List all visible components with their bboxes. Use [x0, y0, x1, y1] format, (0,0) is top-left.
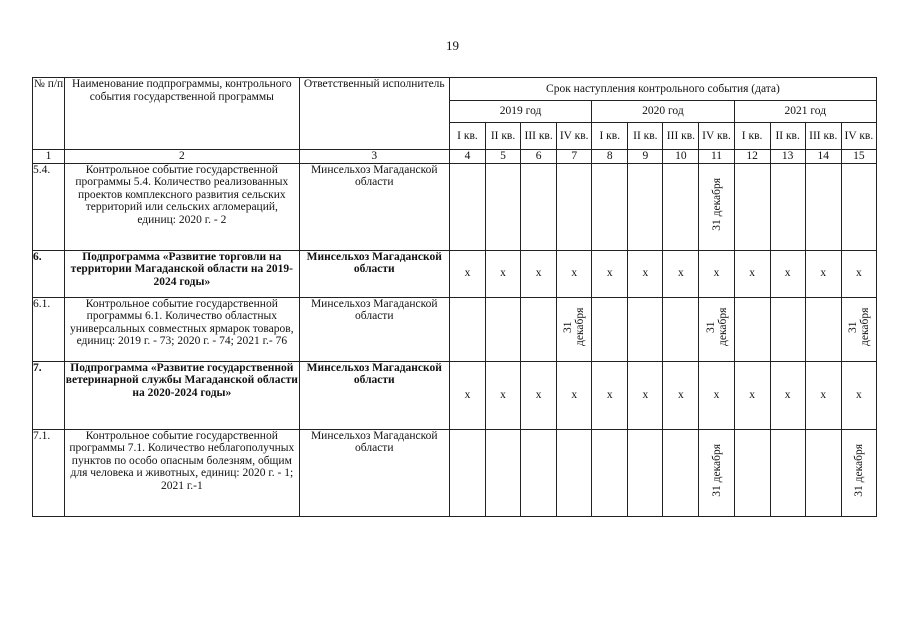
quarter-cell — [663, 297, 699, 361]
header-num: № п/п — [33, 78, 65, 150]
row-number: 6.1. — [33, 297, 65, 361]
row-name: Подпрограмма «Развитие торговли на территории Магаданской области на 2019-2024 годы» — [65, 250, 300, 297]
quarter-cell — [592, 297, 628, 361]
quarter-cell: х — [557, 361, 592, 429]
quarter-cell: х — [628, 250, 663, 297]
quarter-cell — [734, 163, 770, 250]
table-row — [33, 250, 877, 297]
quarter-cell: х — [449, 250, 485, 297]
quarter-cell: х — [592, 250, 628, 297]
header-quarter: I кв. — [592, 123, 628, 150]
quarter-cell — [699, 163, 734, 250]
column-index: 2 — [65, 150, 300, 164]
column-index: 10 — [663, 150, 699, 164]
column-index: 8 — [592, 150, 628, 164]
quarter-cell: х — [486, 361, 521, 429]
header-quarter: IV кв. — [557, 123, 592, 150]
column-index: 5 — [486, 150, 521, 164]
table-row — [33, 163, 877, 250]
header-quarter: III кв. — [805, 123, 841, 150]
quarter-cell: х — [805, 250, 841, 297]
column-index: 15 — [841, 150, 876, 164]
row-name: Контрольное событие государственной программы 5.4. Количество реализованных проектов комплексного развития сельских территорий или сельских агломераций, единиц: 2020 г. - 2 — [65, 163, 300, 250]
quarter-cell: х — [699, 361, 734, 429]
quarter-cell — [592, 429, 628, 516]
quarter-cell: х — [699, 250, 734, 297]
quarter-cell — [663, 429, 699, 516]
quarter-cell: х — [486, 250, 521, 297]
header-quarter: II кв. — [628, 123, 663, 150]
deadline-date: 31 декабря — [852, 444, 865, 498]
quarter-cell — [628, 429, 663, 516]
deadline-date: 31 декабря — [710, 444, 723, 498]
row-executor: Минсельхоз Магаданской области — [299, 250, 449, 297]
quarter-cell — [486, 297, 521, 361]
quarter-cell — [557, 163, 592, 250]
header-executor: Ответственный исполнитель — [299, 78, 449, 150]
quarter-cell: х — [770, 361, 805, 429]
quarter-cell — [734, 297, 770, 361]
quarter-cell — [770, 429, 805, 516]
header-year-2020: 2020 год — [592, 101, 734, 123]
quarter-cell: х — [557, 250, 592, 297]
quarter-cell — [770, 163, 805, 250]
quarter-cell — [521, 297, 557, 361]
quarter-cell — [521, 429, 557, 516]
quarter-cell: х — [734, 361, 770, 429]
header-quarter: I кв. — [734, 123, 770, 150]
quarter-cell: х — [841, 250, 876, 297]
column-index: 4 — [449, 150, 485, 164]
column-index: 6 — [521, 150, 557, 164]
quarter-cell: х — [734, 250, 770, 297]
row-executor: Минсельхоз Магаданской области — [299, 297, 449, 361]
header-quarter: I кв. — [449, 123, 485, 150]
quarter-cell — [663, 163, 699, 250]
deadline-date: 31 декабря — [562, 308, 587, 347]
row-number: 7.1. — [33, 429, 65, 516]
quarter-cell — [449, 297, 485, 361]
quarter-cell — [486, 163, 521, 250]
quarter-cell — [805, 163, 841, 250]
table-row — [33, 361, 877, 429]
header-quarter: III кв. — [521, 123, 557, 150]
quarter-cell — [699, 429, 734, 516]
row-executor: Минсельхоз Магаданской области — [299, 361, 449, 429]
quarter-cell: х — [521, 250, 557, 297]
column-index: 3 — [299, 150, 449, 164]
header-name: Наименование подпрограммы, контрольного события государственной программы — [65, 78, 300, 150]
deadline-date: 31 декабря — [704, 308, 729, 347]
table-row — [33, 429, 877, 516]
page-number: 19 — [446, 38, 459, 53]
header-year-2021: 2021 год — [734, 101, 876, 123]
control-events-table — [32, 77, 877, 517]
quarter-cell — [557, 297, 592, 361]
header-quarter: II кв. — [486, 123, 521, 150]
column-index: 7 — [557, 150, 592, 164]
quarter-cell: х — [805, 361, 841, 429]
row-number: 7. — [33, 361, 65, 429]
column-index: 1 — [33, 150, 65, 164]
row-number: 6. — [33, 250, 65, 297]
quarter-cell: х — [449, 361, 485, 429]
quarter-cell — [449, 163, 485, 250]
quarter-cell: х — [841, 361, 876, 429]
deadline-date: 31 декабря — [846, 308, 871, 347]
quarter-cell: х — [663, 361, 699, 429]
column-index: 9 — [628, 150, 663, 164]
row-number: 5.4. — [33, 163, 65, 250]
header-quarter: II кв. — [770, 123, 805, 150]
column-index: 14 — [805, 150, 841, 164]
column-index: 13 — [770, 150, 805, 164]
row-executor: Минсельхоз Магаданской области — [299, 429, 449, 516]
quarter-cell — [805, 297, 841, 361]
quarter-cell — [628, 163, 663, 250]
quarter-cell — [841, 429, 876, 516]
quarter-cell — [805, 429, 841, 516]
row-name: Контрольное событие государственной программы 6.1. Количество областных универсальных совместных ярмарок товаров, единиц: 2019 г. - 73; 2020 г. - 74; 2021 г.- 76 — [65, 297, 300, 361]
header-year-2019: 2019 год — [449, 101, 591, 123]
quarter-cell — [449, 429, 485, 516]
quarter-cell — [841, 297, 876, 361]
quarter-cell — [841, 163, 876, 250]
quarter-cell: х — [770, 250, 805, 297]
quarter-cell: х — [628, 361, 663, 429]
quarter-cell — [770, 297, 805, 361]
quarter-cell: х — [521, 361, 557, 429]
quarter-cell — [628, 297, 663, 361]
quarter-cell — [486, 429, 521, 516]
header-quarter: IV кв. — [699, 123, 734, 150]
column-index: 11 — [699, 150, 734, 164]
deadline-date: 31 декабря — [710, 178, 723, 232]
quarter-cell: х — [663, 250, 699, 297]
quarter-cell: х — [592, 361, 628, 429]
row-name: Подпрограмма «Развитие государственной ветеринарной службы Магаданской области на 2020-2024 годы» — [65, 361, 300, 429]
quarter-cell — [521, 163, 557, 250]
header-quarter: III кв. — [663, 123, 699, 150]
column-index: 12 — [734, 150, 770, 164]
table-row — [33, 297, 877, 361]
header-quarter: IV кв. — [841, 123, 876, 150]
quarter-cell — [699, 297, 734, 361]
row-executor: Минсельхоз Магаданской области — [299, 163, 449, 250]
header-deadline: Срок наступления контрольного события (дата) — [449, 78, 876, 101]
quarter-cell — [592, 163, 628, 250]
quarter-cell — [734, 429, 770, 516]
row-name: Контрольное событие государственной программы 7.1. Количество неблагополучных пунктов по особо опасным болезням, общим для человека и животных, единиц: 2020 г. - 1; 2021 г.-1 — [65, 429, 300, 516]
quarter-cell — [557, 429, 592, 516]
